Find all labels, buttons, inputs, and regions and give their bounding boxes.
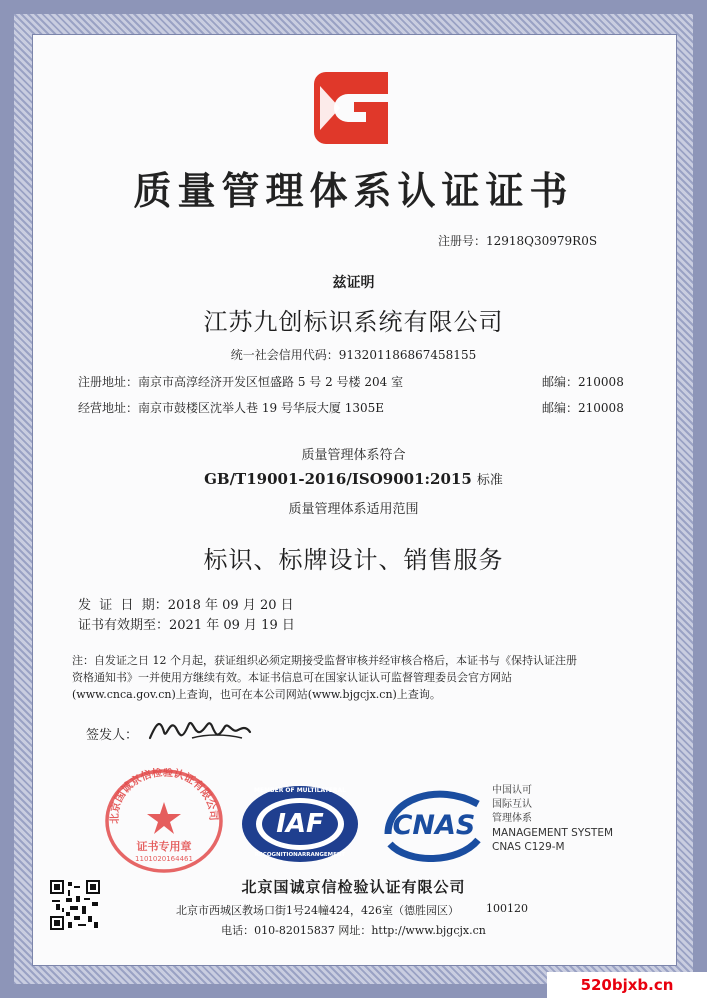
- cnas-main-text: CNAS: [392, 810, 476, 841]
- cnas-line: MANAGEMENT SYSTEM: [492, 827, 614, 839]
- issue-date-row: [78, 594, 294, 613]
- certificate-note: [72, 652, 647, 703]
- official-seal: [104, 768, 224, 878]
- issuer-name: 北京国诚京信检验认证有限公司: [241, 878, 466, 896]
- cnas-line: CNAS C129-M: [492, 841, 565, 853]
- hereby-label: 兹证明: [332, 275, 375, 291]
- issuer-postcode: 100120: [486, 902, 528, 915]
- credit-code: 统一社会信用代码：913201186867458155: [230, 348, 477, 362]
- operating-address: 南京市鼓楼区沈举人巷 19 号华辰大厦 1305E: [138, 401, 385, 415]
- iaf-main-text: IAF: [276, 809, 324, 839]
- registered-postcode-label: 邮编：: [542, 375, 579, 389]
- registration-number: 注册号：12918Q30979R0S: [438, 234, 598, 248]
- issue-date: 2018 年 09 月 20 日: [167, 598, 294, 613]
- cnas-line: 国际互认: [492, 799, 532, 810]
- operating-postcode: 210008: [578, 401, 624, 415]
- cnas-line: 中国认可: [492, 785, 532, 796]
- standard-suffix: 标准: [476, 473, 503, 488]
- operating-address-label: 经营地址：: [78, 401, 139, 415]
- cnas-line: 管理体系: [492, 813, 532, 824]
- operating-address-row: [78, 399, 384, 416]
- note-line: 注：自发证之日 12 个月起，获证组织必须定期接受监督审核并经审核合格后，本证书与《保持认证注册: [72, 654, 577, 667]
- iaf-top-text: MEMBER OF MULTILATERAL: [254, 787, 346, 794]
- scope-label: 质量管理体系适用范围: [288, 502, 419, 517]
- registered-address-row: [78, 373, 403, 390]
- valid-date: 2021 年 09 月 19 日: [169, 618, 295, 633]
- valid-date-label: 证书有效期至：: [78, 618, 170, 633]
- issuer-contact: 电话：010-82015837 网址：http://www.bjgcjx.cn: [221, 924, 486, 937]
- operating-postcode-row: [542, 399, 624, 416]
- registered-address-label: 注册地址：: [78, 375, 139, 389]
- gc-logo-icon: [310, 68, 394, 148]
- note-line: (www.cnca.gov.cn)上查询，也可在本公司网站(www.bjgcjx.cn)上查询。: [72, 688, 441, 701]
- conforms-label: 质量管理体系符合: [301, 448, 406, 463]
- valid-date-row: [78, 614, 295, 633]
- iaf-logo-icon: [238, 782, 362, 870]
- registered-postcode-row: [542, 373, 624, 390]
- signer-label: 签发人：: [86, 728, 139, 743]
- signature: [146, 704, 256, 756]
- iaf-bottom-text: RECOGNITIONARRANGEMENT: [254, 852, 346, 858]
- registered-address: 南京市高淳经济开发区恒盛路 5 号 2 号楼 204 室: [138, 375, 404, 389]
- scope-text: 标识、标牌设计、销售服务: [203, 546, 504, 574]
- seal-subtext: 证书专用章: [136, 840, 192, 853]
- operating-postcode-label: 邮编：: [542, 401, 579, 415]
- issuer-address: 北京市西城区教场口街1号24幢424，426室（德胜园区）: [176, 904, 459, 917]
- seal-arc-text: 北京国诚京信检验认证有限公司: [108, 768, 220, 824]
- standard-code: GB/T19001-2016/ISO9001:2015: [204, 470, 472, 488]
- site-watermark: 520bjxb.cn: [547, 972, 707, 998]
- cnas-description: [492, 784, 613, 854]
- company-name: 江苏九创标识系统有限公司: [203, 308, 504, 336]
- note-line: 资格通知书》一并使用方继续有效。本证书信息可在国家认证认可监督管理委员会官方网站: [72, 671, 512, 684]
- standard-row: [0, 469, 707, 488]
- issue-date-label: 发 证 日 期：: [78, 598, 168, 613]
- registered-postcode: 210008: [578, 375, 624, 389]
- seal-code: 1101020164461: [135, 855, 193, 863]
- certificate-title: 质量管理体系认证证书: [133, 168, 574, 213]
- cnas-logo-icon: [378, 784, 488, 866]
